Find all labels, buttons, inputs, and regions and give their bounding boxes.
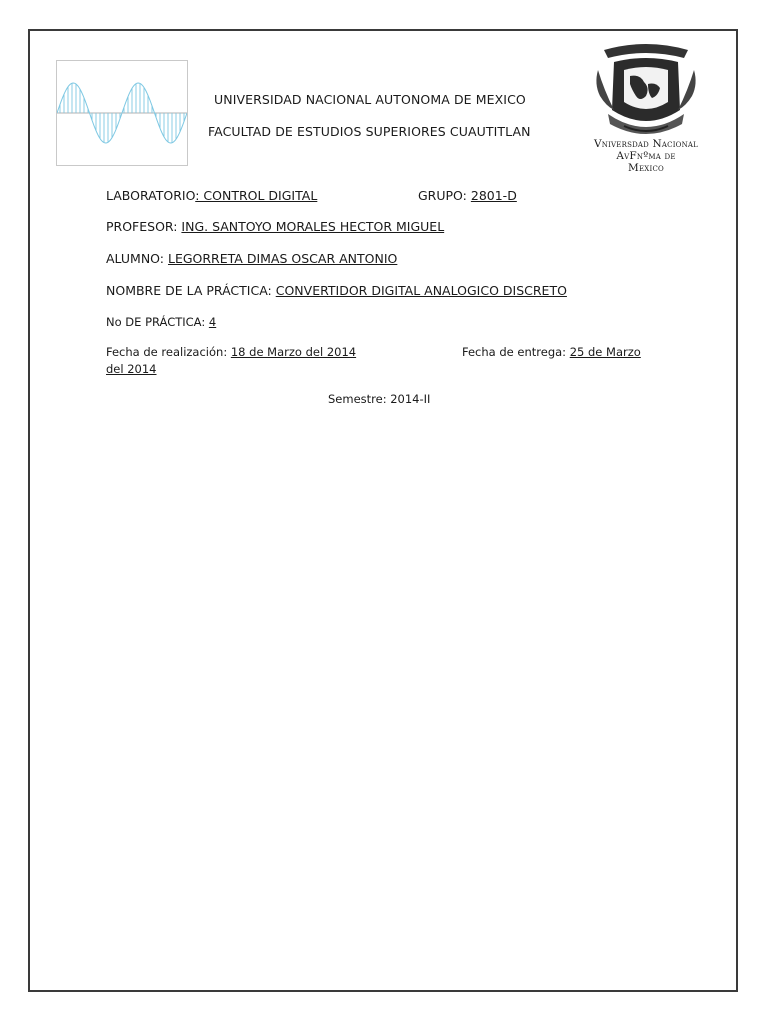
sine-wave-graphic [57, 61, 187, 165]
emblem-caption-line3: Mexico [628, 162, 664, 174]
laboratorio-label: LABORATORIO [106, 188, 196, 203]
sampled-sine-wave-image [56, 60, 188, 166]
university-name: UNIVERSIDAD NACIONAL AUTONOMA DE MEXICO [214, 92, 526, 107]
fecha-entrega-label: Fecha de entrega: [462, 345, 570, 359]
nombre-practica-value: CONVERTIDOR DIGITAL ANALOGICO DISCRETO [275, 283, 567, 298]
fecha-realizacion-value: 18 de Marzo del 2014 [230, 345, 357, 359]
grupo-row [418, 188, 517, 203]
unam-seal-icon [584, 40, 708, 140]
grupo-label: GRUPO: [418, 188, 471, 203]
emblem-caption-line1: Vniversdad Nacional [593, 138, 699, 150]
alumno-row [106, 251, 397, 266]
numero-practica-label: No DE PRÁCTICA: [106, 315, 209, 329]
fecha-realizacion-label: Fecha de realización: [106, 345, 231, 359]
laboratorio-value: : CONTROL DIGITAL [195, 188, 318, 203]
numero-practica-row [106, 315, 216, 329]
fecha-entrega-value: 25 de Marzo [569, 345, 641, 359]
unam-emblem-caption [580, 138, 712, 174]
grupo-value: 2801-D [470, 188, 517, 203]
fecha-entrega-row [462, 345, 641, 359]
profesor-value: ING. SANTOYO MORALES HECTOR MIGUEL [181, 219, 445, 234]
nombre-practica-label: NOMBRE DE LA PRÁCTICA: [106, 283, 276, 298]
fecha-entrega-continuation [106, 362, 157, 376]
fecha-realizacion-row [106, 345, 356, 359]
nombre-practica-row [106, 283, 567, 298]
profesor-row [106, 219, 444, 234]
profesor-label: PROFESOR: [106, 219, 182, 234]
semestre: Semestre: 2014-II [328, 392, 431, 406]
alumno-label: ALUMNO: [106, 251, 168, 266]
laboratorio-row [106, 188, 317, 203]
numero-practica-value: 4 [208, 315, 217, 329]
fecha-entrega-value-cont: del 2014 [106, 362, 157, 376]
emblem-caption-line2: AvFnºma de [616, 150, 676, 162]
alumno-value: LEGORRETA DIMAS OSCAR ANTONIO [167, 251, 398, 266]
faculty-name: FACULTAD DE ESTUDIOS SUPERIORES CUAUTITLAN [208, 124, 531, 139]
